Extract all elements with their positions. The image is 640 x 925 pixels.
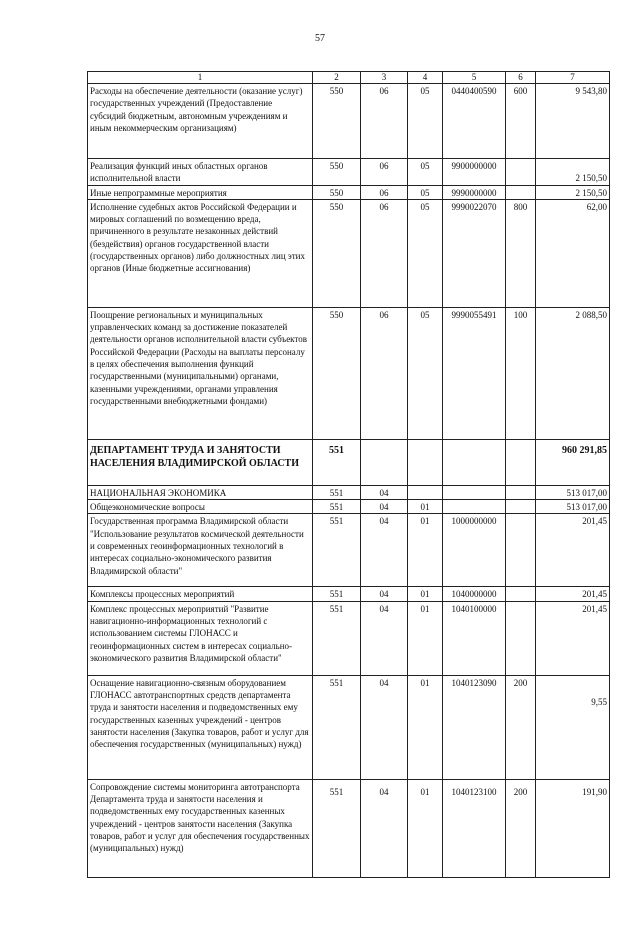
page-number: 57 (315, 33, 325, 44)
budget-table (87, 71, 610, 878)
cell-ministry: 550 (313, 159, 361, 186)
cell-expense-type: 600 (506, 84, 536, 159)
cell-target-article (443, 439, 506, 485)
cell-expense-type (506, 439, 536, 485)
cell-subsection: 05 (408, 159, 443, 186)
row-name: ДЕПАРТАМЕНТ ТРУДА И ЗАНЯТОСТИ НАСЕЛЕНИЯ ВЛАДИМИРСКОЙ ОБЛАСТИ (88, 439, 313, 485)
cell-subsection: 01 (408, 500, 443, 514)
column-header: 7 (536, 72, 610, 84)
cell-section: 04 (361, 601, 408, 675)
column-header: 3 (361, 72, 408, 84)
cell-amount: 201,45 (536, 601, 610, 675)
cell-subsection (408, 439, 443, 485)
table-row (88, 185, 610, 199)
cell-ministry: 551 (313, 500, 361, 514)
cell-expense-type (506, 485, 536, 499)
cell-subsection: 01 (408, 779, 443, 877)
row-name: Государственная программа Владимирской области "Использование результатов космической деятельности и современных геоинформационных технологий в интересах социально-экономического развития Владимирской области" (88, 514, 313, 587)
cell-section: 04 (361, 675, 408, 779)
cell-ministry: 550 (313, 185, 361, 199)
row-name: НАЦИОНАЛЬНАЯ ЭКОНОМИКА (88, 485, 313, 499)
cell-expense-type: 200 (506, 675, 536, 779)
row-name: Расходы на обеспечение деятельности (оказание услуг) государственных учреждений (Предоставление субсидий бюджетным, автономным учреждениям и иным некоммерческим организациям) (88, 84, 313, 159)
cell-section: 06 (361, 199, 408, 307)
table-row (88, 779, 610, 877)
header-row (88, 72, 610, 84)
column-header: 2 (313, 72, 361, 84)
row-name: Оснащение навигационно-связным оборудованием ГЛОНАСС автотранспортных средств департамента труда и занятости населения и подведомственных ему государственных казенных учреждений - центров занятости населения (Закупка товаров, работ и услуг для обеспечения государственных (муниципальных) нужд) (88, 675, 313, 779)
row-name: Общеэкономические вопросы (88, 500, 313, 514)
cell-ministry: 551 (313, 675, 361, 779)
column-header: 5 (443, 72, 506, 84)
cell-subsection: 01 (408, 587, 443, 601)
cell-expense-type (506, 159, 536, 186)
table-row (88, 587, 610, 601)
column-header: 1 (88, 72, 313, 84)
cell-amount: 9,55 (536, 675, 610, 779)
cell-expense-type (506, 500, 536, 514)
cell-section: 04 (361, 485, 408, 499)
cell-section: 04 (361, 587, 408, 601)
table-row-department (88, 439, 610, 485)
cell-amount: 201,45 (536, 587, 610, 601)
cell-ministry: 550 (313, 84, 361, 159)
row-name: Реализация функций иных областных органов исполнительной власти (88, 159, 313, 186)
cell-ministry: 551 (313, 514, 361, 587)
column-header: 4 (408, 72, 443, 84)
cell-ministry: 551 (313, 587, 361, 601)
cell-amount: 513 017,00 (536, 500, 610, 514)
row-name: Комплексы процессных мероприятий (88, 587, 313, 601)
cell-subsection: 01 (408, 514, 443, 587)
cell-ministry: 551 (313, 439, 361, 485)
cell-expense-type (506, 514, 536, 587)
cell-expense-type (506, 601, 536, 675)
cell-section (361, 439, 408, 485)
cell-amount: 960 291,85 (536, 439, 610, 485)
table-row (88, 514, 610, 587)
cell-amount: 191,90 (536, 779, 610, 877)
table-row (88, 675, 610, 779)
cell-subsection: 05 (408, 307, 443, 439)
table-row (88, 159, 610, 186)
cell-amount: 2 150,50 (536, 159, 610, 186)
cell-ministry: 551 (313, 601, 361, 675)
cell-target-article: 1040123090 (443, 675, 506, 779)
table-row (88, 84, 610, 159)
cell-target-article: 1040000000 (443, 587, 506, 601)
cell-target-article: 9990022070 (443, 199, 506, 307)
cell-section: 04 (361, 514, 408, 587)
cell-amount: 2 088,50 (536, 307, 610, 439)
row-name: Исполнение судебных актов Российской Федерации и мировых соглашений по возмещению вреда, причиненного в результате незаконных действий (бездействия) органов государственной власти (государственных органов) либо должностных лиц этих органов (Иные бюджетные ассигнования) (88, 199, 313, 307)
cell-subsection: 05 (408, 185, 443, 199)
cell-section: 06 (361, 185, 408, 199)
cell-target-article (443, 500, 506, 514)
cell-target-article: 9990000000 (443, 185, 506, 199)
cell-expense-type (506, 185, 536, 199)
cell-amount: 201,45 (536, 514, 610, 587)
cell-ministry: 550 (313, 199, 361, 307)
cell-section: 06 (361, 84, 408, 159)
row-name: Комплекс процессных мероприятий "Развитие навигационно-информационных технологий с использованием системы ГЛОНАСС и геоинформационных систем в интересах социально-экономического развития Владимирской области" (88, 601, 313, 675)
cell-ministry: 550 (313, 307, 361, 439)
cell-target-article: 0440400590 (443, 84, 506, 159)
row-name: Иные непрограммные мероприятия (88, 185, 313, 199)
cell-target-article (443, 485, 506, 499)
table-row (88, 307, 610, 439)
cell-ministry: 551 (313, 485, 361, 499)
cell-subsection: 01 (408, 675, 443, 779)
cell-expense-type (506, 587, 536, 601)
cell-target-article: 1040100000 (443, 601, 506, 675)
row-name: Поощрение региональных и муниципальных управленческих команд за достижение показателей деятельности органов исполнительной власти субъектов Российской Федерации (Расходы на выплаты персоналу в целях обеспечения выполнения функций государственными (муниципальными) органами, казенными учреждениями, органами управления государственными внебюджетными фондами) (88, 307, 313, 439)
table-row (88, 601, 610, 675)
table-row (88, 199, 610, 307)
cell-subsection: 05 (408, 199, 443, 307)
cell-amount: 62,00 (536, 199, 610, 307)
table-row (88, 485, 610, 499)
cell-target-article: 1040123100 (443, 779, 506, 877)
cell-amount: 513 017,00 (536, 485, 610, 499)
cell-amount: 2 150,50 (536, 185, 610, 199)
cell-subsection: 01 (408, 601, 443, 675)
row-name: Сопровождение системы мониторинга автотранспорта Департамента труда и занятости населения и подведомственных ему государственных казенных учреждений - центров занятости населения (Закупка товаров, работ и услуг для обеспечения государственных (муниципальных) нужд) (88, 779, 313, 877)
cell-expense-type: 100 (506, 307, 536, 439)
cell-section: 06 (361, 159, 408, 186)
cell-section: 06 (361, 307, 408, 439)
cell-expense-type: 200 (506, 779, 536, 877)
table-row (88, 500, 610, 514)
cell-section: 04 (361, 779, 408, 877)
cell-target-article: 9900000000 (443, 159, 506, 186)
cell-amount: 9 543,80 (536, 84, 610, 159)
column-header: 6 (506, 72, 536, 84)
cell-target-article: 9990055491 (443, 307, 506, 439)
cell-section: 04 (361, 500, 408, 514)
cell-ministry: 551 (313, 779, 361, 877)
cell-target-article: 1000000000 (443, 514, 506, 587)
cell-expense-type: 800 (506, 199, 536, 307)
cell-subsection (408, 485, 443, 499)
cell-subsection: 05 (408, 84, 443, 159)
